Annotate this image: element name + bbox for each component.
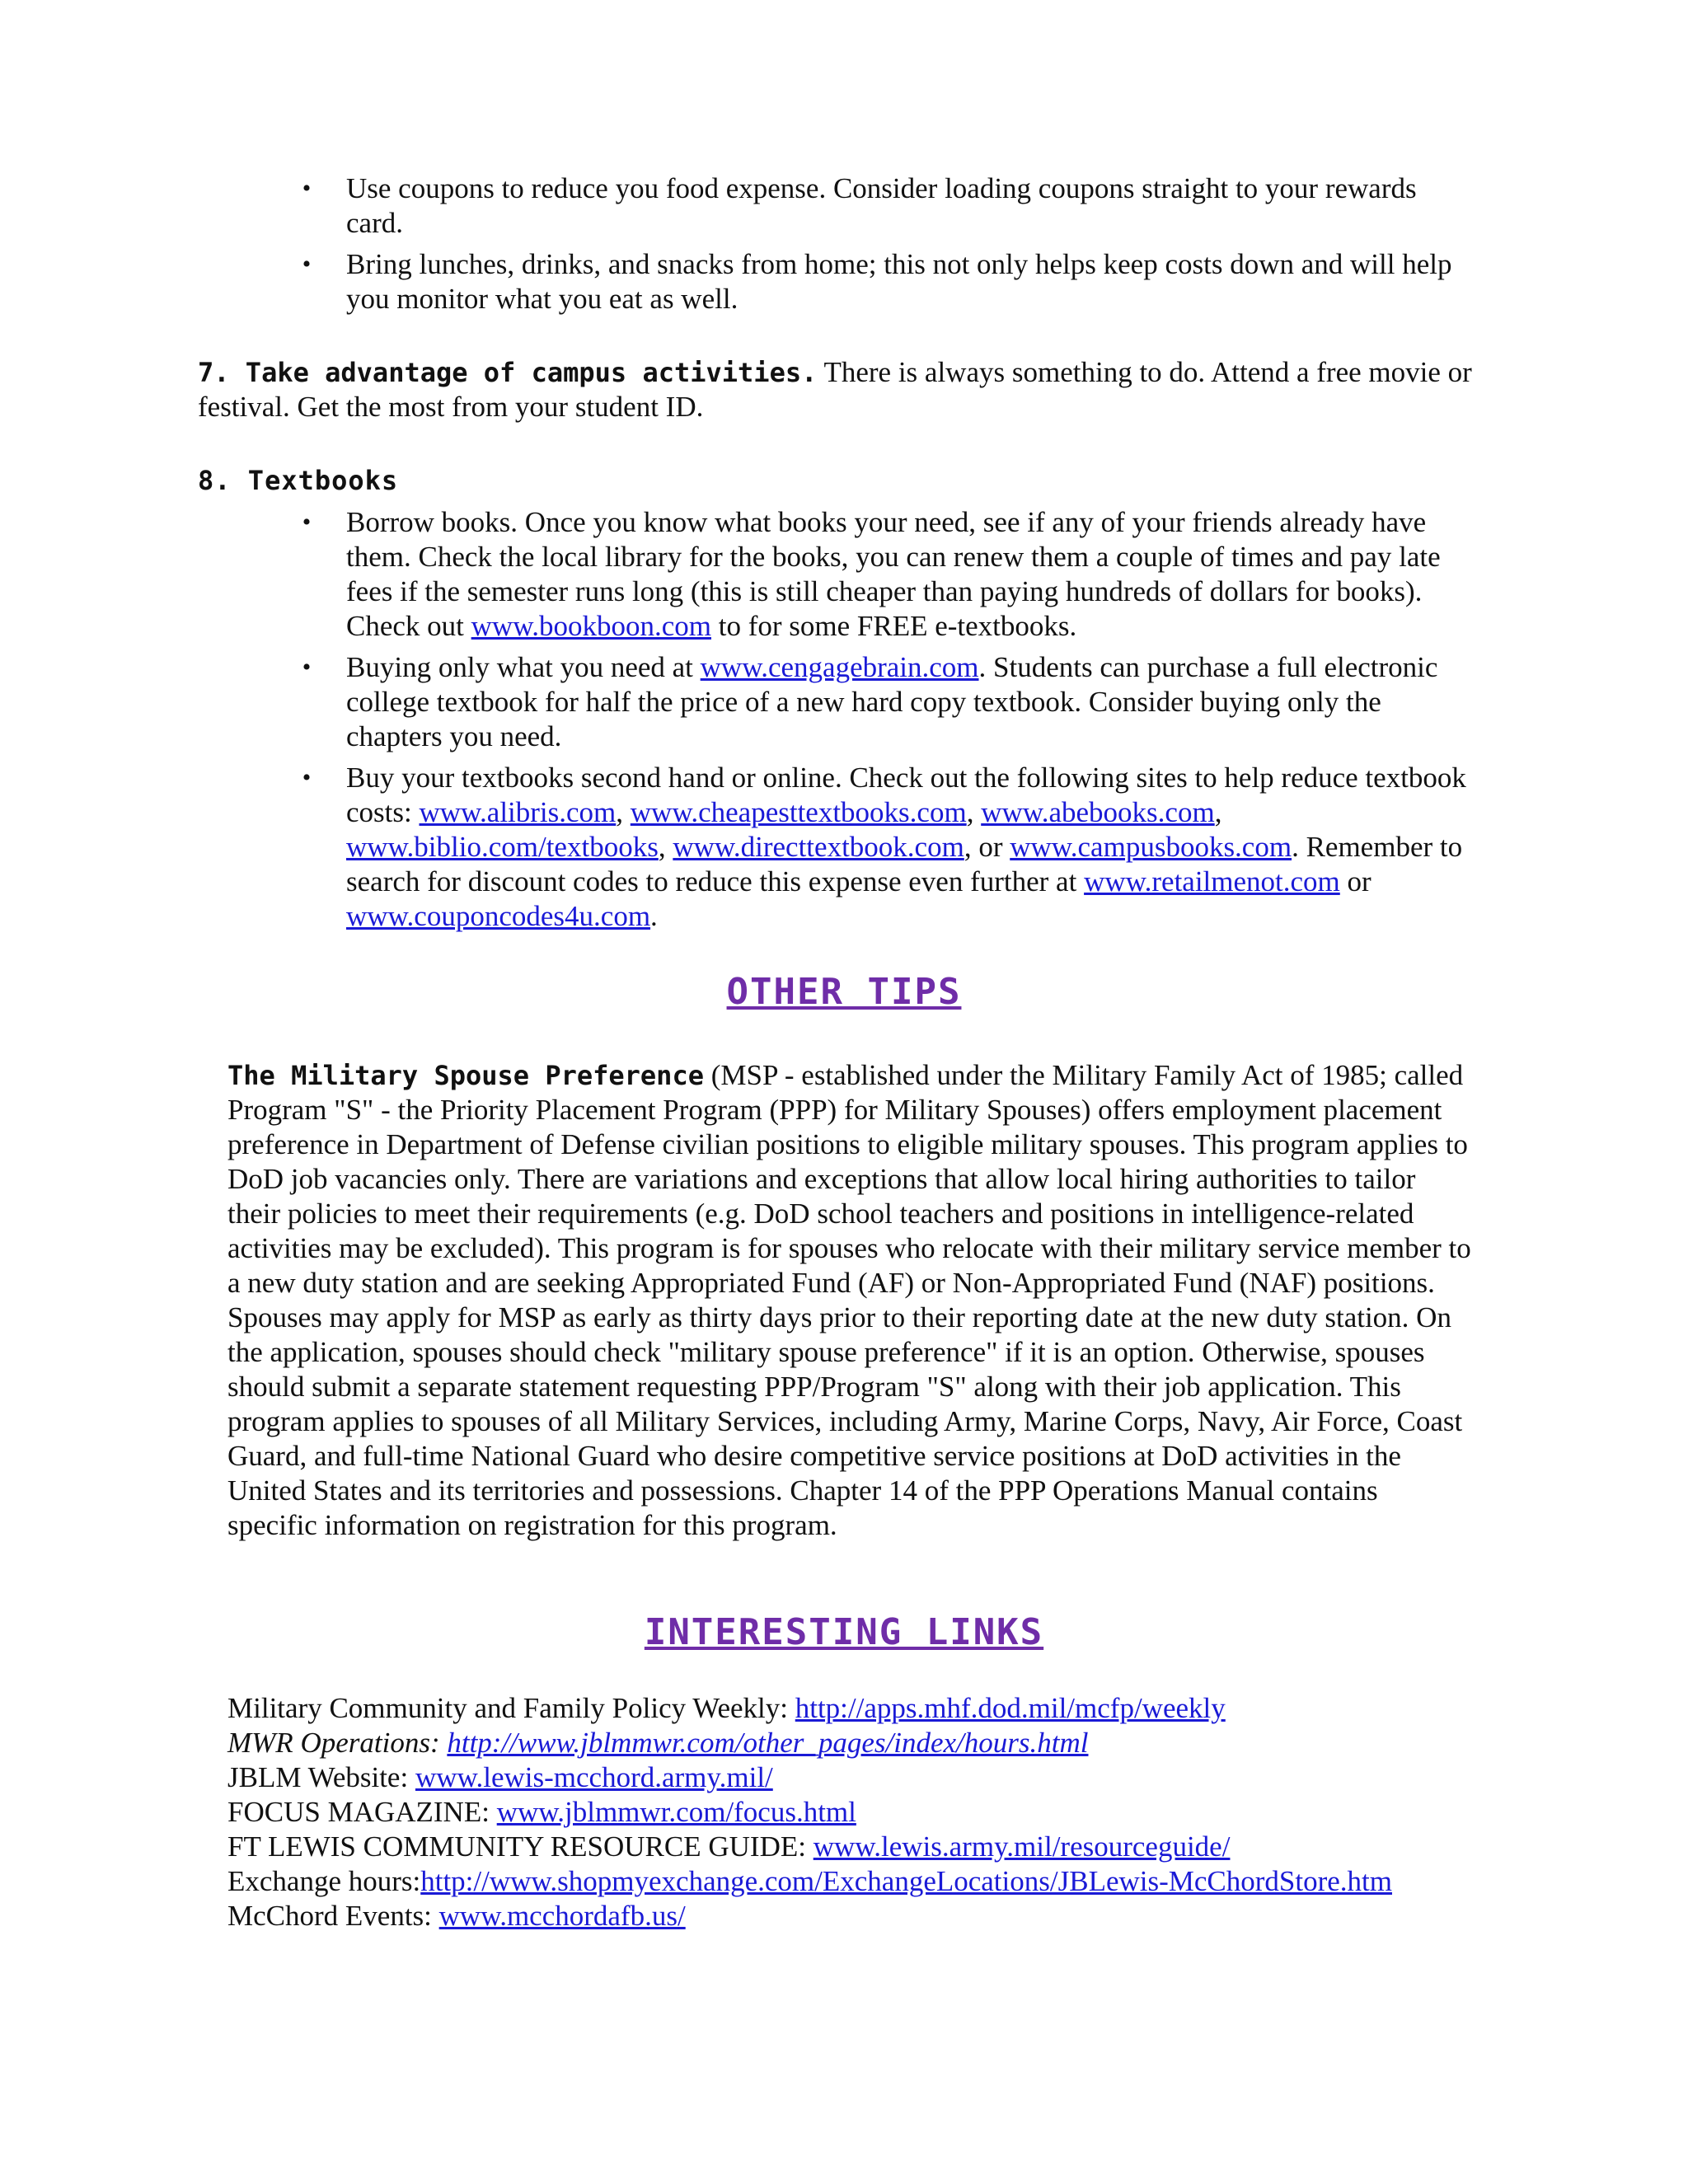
bullet-icon: •: [302, 764, 312, 791]
directtextbook-link[interactable]: www.directtextbook.com: [673, 831, 964, 863]
list-item: [227, 1899, 1513, 1933]
couponcodes4u-link[interactable]: www.couponcodes4u.com: [346, 900, 651, 932]
interesting-links-list: [227, 1691, 1513, 1933]
cengagebrain-link[interactable]: www.cengagebrain.com: [700, 651, 979, 683]
bullet-icon: •: [302, 175, 312, 202]
item-heading: 7. Take advantage of campus activities.: [198, 357, 818, 388]
bullet-icon: •: [302, 251, 312, 278]
list-item: [302, 650, 1467, 754]
cheapesttextbooks-link[interactable]: www.cheapesttextbooks.com: [630, 796, 967, 828]
bullet-text: Buy your textbooks second hand or online. Check out the following sites to help reduce textbook costs:: [346, 762, 1466, 828]
link-label: FT LEWIS COMMUNITY RESOURCE GUIDE:: [227, 1830, 814, 1863]
bullet-text: Buying only what you need at: [346, 651, 701, 683]
food-tips-list: [302, 171, 1467, 323]
textbook-tips-list: [302, 505, 1467, 940]
link-label: FOCUS MAGAZINE:: [227, 1796, 497, 1828]
separator: , or: [964, 831, 1010, 863]
bullet-text: to for some FREE e-textbooks.: [710, 610, 1077, 642]
interesting-links-title: INTERESTING LINKS: [644, 1611, 1044, 1653]
campus-activities-item: [198, 355, 1484, 424]
other-tips-title: OTHER TIPS: [726, 971, 962, 1013]
list-item: [227, 1726, 1513, 1760]
list-item: [302, 247, 1467, 316]
mwr-operations-link[interactable]: http://www.jblmmwr.com/other_pages/index/hours.html: [447, 1727, 1089, 1759]
bullet-icon: •: [302, 509, 312, 536]
list-item: [227, 1864, 1513, 1899]
list-item: [302, 505, 1467, 644]
focus-magazine-link[interactable]: www.jblmmwr.com/focus.html: [496, 1796, 856, 1828]
msp-heading: The Military Spouse Preference: [227, 1060, 704, 1091]
separator: ,: [1214, 796, 1222, 828]
bullet-text: . Students can purchase a full electronic college textbook for half the price of a new hard copy textbook. Consider buying only the chapters you need.: [346, 651, 1438, 752]
bullet-text: . Remember to search for discount codes to reduce this expense even further at: [346, 831, 1463, 898]
bullet-text: .: [650, 900, 658, 932]
campusbooks-link[interactable]: www.campusbooks.com: [1010, 831, 1292, 863]
separator: or: [1339, 865, 1372, 898]
link-label: Military Community and Family Policy Weekly:: [227, 1692, 795, 1724]
link-label: Exchange hours:: [227, 1865, 421, 1897]
list-item: [302, 761, 1467, 934]
mcfp-weekly-link[interactable]: http://apps.mhf.dod.mil/mcfp/weekly: [795, 1692, 1226, 1724]
textbooks-heading: 8. Textbooks: [198, 465, 399, 496]
bookboon-link[interactable]: www.bookboon.com: [471, 610, 711, 642]
list-item: [227, 1830, 1513, 1864]
msp-paragraph: [227, 1058, 1472, 1543]
separator: ,: [616, 796, 631, 828]
separator: ,: [966, 796, 982, 828]
retailmenot-link[interactable]: www.retailmenot.com: [1084, 865, 1340, 898]
separator: ,: [658, 831, 673, 863]
jblm-website-link[interactable]: www.lewis-mcchord.army.mil/: [415, 1761, 773, 1793]
bullet-text: Bring lunches, drinks, and snacks from home; this not only helps keep costs down and will help you monitor what you eat as well.: [346, 248, 1452, 315]
abebooks-link[interactable]: www.abebooks.com: [981, 796, 1215, 828]
mcchord-events-link[interactable]: www.mcchordafb.us/: [438, 1900, 686, 1932]
bullet-icon: •: [302, 654, 312, 681]
list-item: [227, 1691, 1513, 1726]
resource-guide-link[interactable]: www.lewis.army.mil/resourceguide/: [813, 1830, 1231, 1863]
list-item: [227, 1760, 1513, 1795]
bullet-text: Borrow books. Once you know what books your need, see if any of your friends already have them. Check the local library for the books, you can renew them a couple of times and pay late fees if the semester runs long (this is still cheaper than paying hundreds of dollars for books). Check out: [346, 506, 1441, 642]
bullet-text: Use coupons to reduce you food expense. Consider loading coupons straight to your rewards card.: [346, 172, 1417, 239]
link-label: McChord Events:: [227, 1900, 439, 1932]
list-item: [302, 171, 1467, 241]
link-label: MWR Operations:: [227, 1727, 448, 1759]
list-item: [227, 1795, 1513, 1830]
alibris-link[interactable]: www.alibris.com: [419, 796, 617, 828]
item-text: There is always something to do. Attend a free movie or festival. Get the most from your student ID.: [198, 356, 1472, 423]
link-label: JBLM Website:: [227, 1761, 415, 1793]
biblio-link[interactable]: www.biblio.com/textbooks: [346, 831, 659, 863]
exchange-hours-link[interactable]: http://www.shopmyexchange.com/ExchangeLocations/JBLewis-McChordStore.htm: [420, 1865, 1392, 1897]
msp-text: (MSP - established under the Military Family Act of 1985; called Program "S" - the Priority Placement Program (PPP) for Military Spouses) offers employment placement preference in Department of Defense civilian positions to eligible military spouses. This program applies to DoD job vacancies only. There are variations and exceptions that allow local hiring authorities to tailor their policies to meet their requirements (e.g. DoD school teachers and positions in intelligence-related activities may be excluded). This program is for spouses who relocate with their military service member to a new duty station and are seeking Appropriated Fund (AF) or Non-Appropriated Fund (NAF) positions. Spouses may apply for MSP as early as thirty days prior to their reporting date at the new duty station. On the application, spouses should check "military spouse preference" if it is an option. Otherwise, spouses should submit a separate statement requesting PPP/Program "S" along with their job application. This program applies to spouses of all Military Services, including Army, Marine Corps, Navy, Air Force, Coast Guard, and full-time National Guard who desire competitive service positions at DoD activities in the United States and its territories and possessions. Chapter 14 of the PPP Operations Manual contains specific information on registration for this program.: [227, 1059, 1471, 1541]
